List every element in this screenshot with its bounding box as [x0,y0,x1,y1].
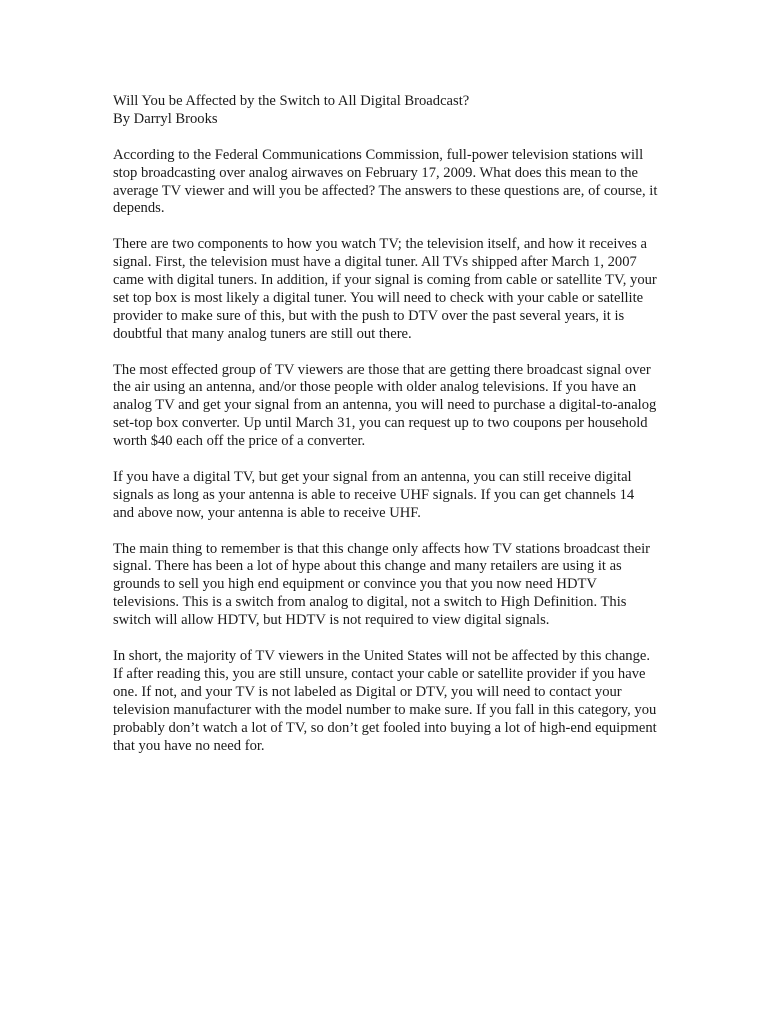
paragraph-3: The most effected group of TV viewers are those that are getting there broadcast signal over the air using an antenna, and/or those people with older analog televisions. If you have an analog TV and get your signal from an antenna, you will need to purchase a digital-to-analog set-top box converter. Up until March 31, you can request up to two coupons per household worth $40 each off the price of a converter. [113,361,657,450]
paragraph-2: There are two components to how you watch TV; the television itself, and how it receives a signal. First, the television must have a digital tuner. All TVs shipped after March 1, 2007 came with digital tuners. In addition, if your signal is coming from cable or satellite TV, your set top box is most likely a digital tuner. You will need to check with your cable or satellite provider to make sure of this, but with the push to DTV over the past several years, it is doubtful that many analog tuners are still out there. [113,236,657,342]
paragraph-6: In short, the majority of TV viewers in the United States will not be affected by this change. If after reading this, you are still unsure, contact your cable or satellite provider if you have one. If not, and your TV is not labeled as Digital or DTV, you will need to contact your television manufacturer with the model number to make sure. If you fall in this category, you probably don’t watch a lot of TV, so don’t get fooled into buying a lot of high-end equipment that you have no need for. [113,648,657,754]
paragraph-4: If you have a digital TV, but get your signal from an antenna, you can still receive digital signals as long as your antenna is able to receive UHF signals. If you can get channels 14 and above now, your antenna is able to receive UHF. [113,468,635,521]
paragraph-1: According to the Federal Communications Commission, full-power television stations will stop broadcasting over analog airwaves on February 17, 2009. What does this mean to the average TV viewer and will you be affected? The answers to these questions are, of course, it depends. [113,146,658,217]
paragraph-5: The main thing to remember is that this change only affects how TV stations broadcast their signal. There has been a lot of hype about this change and many retailers are using it as grounds to sell you high end equipment or convince you that you now need HDTV televisions. This is a switch from analog to digital, not a switch to High Definition. This switch will allow HDTV, but HDTV is not required to view digital signals. [113,540,651,629]
document-page [113,93,658,773]
document-title: Will You be Affected by the Switch to All Digital Broadcast? [113,93,470,109]
document-byline: By Darryl Brooks [113,110,218,127]
